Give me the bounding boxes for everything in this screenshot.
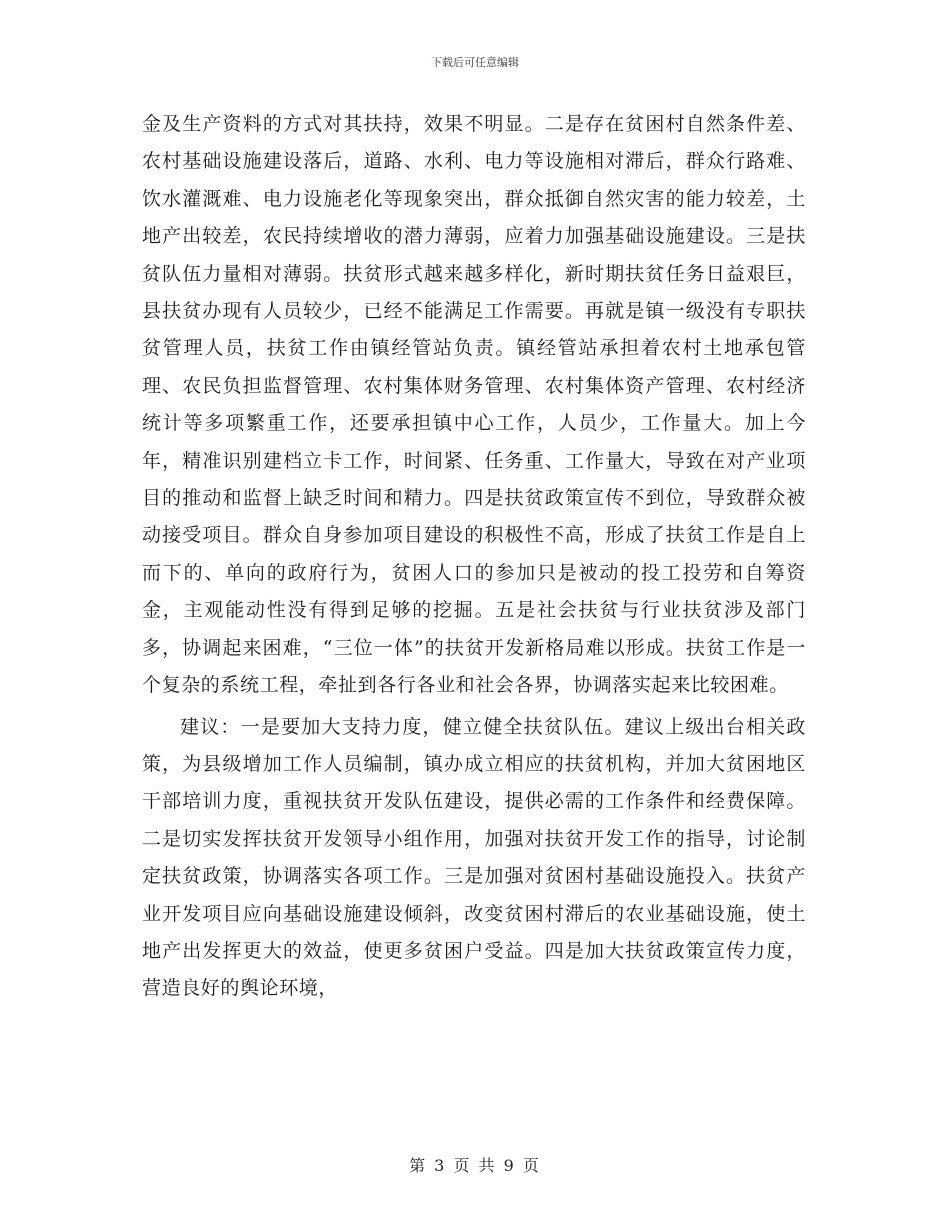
body-paragraph: 建议：一是要加大支持力度，健立健全扶贫队伍。建议上级出台相关政策，为县级增加工作人员编制，镇办成立相应的扶贫机构，并加大贫困地区干部培训力度，重视扶贫开发队伍建设，提供必需的工作条件和经费保障。二是切实发挥扶贫开发领导小组作用，加强对扶贫开发工作的指导，讨论制定扶贫政策，协调落实各项工作。三是加强对贫困村基础设施投入。扶贫产业开发项目应向基础设施建设倾斜，改变贫困村滞后的农业基础设施，使土地产出发挥更大的效益，使更多贫困户受益。四是加大扶贫政策宣传力度，营造良好的舆论环境， xyxy=(142,715,806,1000)
document-body xyxy=(142,106,806,1008)
page-number: 第 3 页 共 9 页 xyxy=(409,1156,541,1175)
page-header: 下载后可任意编辑 xyxy=(431,56,519,69)
body-paragraph: 金及生产资料的方式对其扶持，效果不明显。二是存在贫困村自然条件差、农村基础设施建设落后，道路、水利、电力等设施相对滞后，群众行路难、饮水灌溉难、电力设施老化等现象突出，群众抵御自然灾害的能力较差，土地产出较差，农民持续增收的潜力薄弱，应着力加强基础设施建设。三是扶贫队伍力量相对薄弱。扶贫形式越来越多样化，新时期扶贫任务日益艰巨，县扶贫办现有人员较少，已经不能满足工作需要。再就是镇一级没有专职扶贫管理人员，扶贫工作由镇经管站负责。镇经管站承担着农村土地承包管理、农民负担监督管理、农村集体财务管理、农村集体资产管理、农村经济统计等多项繁重工作，还要承担镇中心工作，人员少，工作量大。加上今年，精准识别建档立卡工作，时间紧、任务重、工作量大，导致在对产业项目的推动和监督上缺乏时间和精力。四是扶贫政策宣传不到位，导致群众被动接受项目。群众自身参加项目建设的积极性不高，形成了扶贫工作是自上而下的、单向的政府行为，贫困人口的参加只是被动的投工投劳和自筹资金，主观能动性没有得到足够的挖掘。五是社会扶贫与行业扶贫涉及部门多，协调起来困难，“三位一体”的扶贫开发新格局难以形成。扶贫工作是一个复杂的系统工程，牵扯到各行各业和社会各界，协调落实起来比较困难。 xyxy=(142,113,806,697)
